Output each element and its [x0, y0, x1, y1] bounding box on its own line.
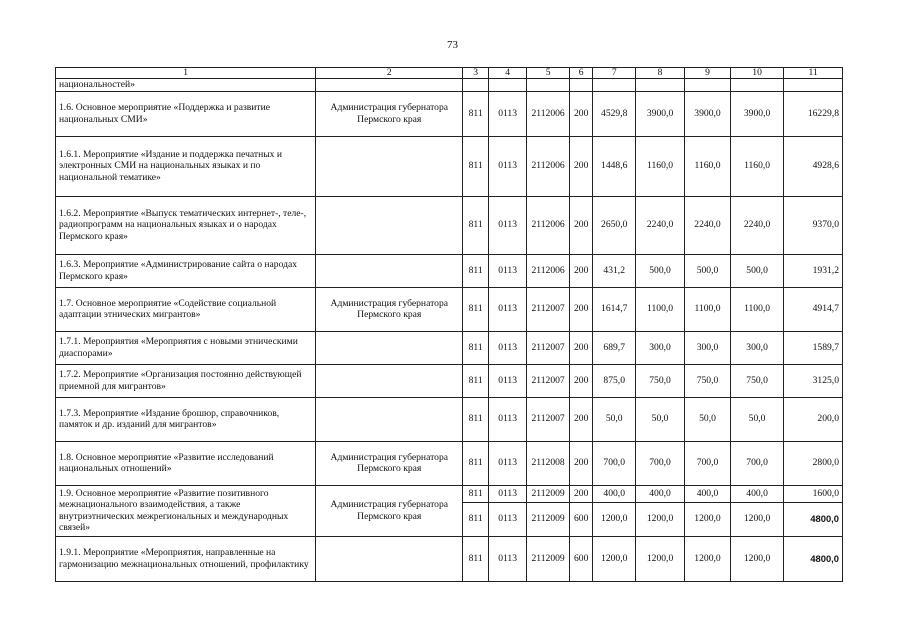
- year3-cell: 700,0: [685, 441, 731, 485]
- year2-cell: 1200,0: [636, 536, 685, 581]
- rz-pr-cell: 0113: [488, 485, 526, 502]
- rz-pr-cell: 0113: [488, 91, 526, 136]
- year1-cell: 400,0: [593, 485, 636, 502]
- vr-cell: 200: [569, 397, 592, 441]
- total-cell: 3125,0: [784, 364, 843, 397]
- activity-name-cell: 1.7.3. Мероприятие «Издание брошюр, справочников, памяток и др. изданий для мигрантов»: [56, 397, 316, 441]
- activity-name-cell: 1.8. Основное мероприятие «Развитие исследований национальных отношений»: [56, 441, 316, 485]
- year4-cell: 400,0: [730, 485, 783, 502]
- year4-cell: 1200,0: [730, 536, 783, 581]
- year1-cell: 50,0: [593, 397, 636, 441]
- executor-cell: Администрация губернатора Пермского края: [316, 287, 463, 331]
- total-cell: 4800,0: [784, 536, 843, 581]
- year3-cell: 1160,0: [685, 136, 731, 196]
- vr-cell: 200: [569, 91, 592, 136]
- csr-cell: 2112006: [527, 91, 570, 136]
- activity-name-cell: 1.6.3. Мероприятие «Администрирование сайта о народах Пермского края»: [56, 254, 316, 287]
- year4-cell: 300,0: [730, 331, 783, 364]
- vr-cell: 200: [569, 441, 592, 485]
- rz-pr-cell: 0113: [488, 364, 526, 397]
- year3-cell: 3900,0: [685, 91, 731, 136]
- executor-cell: [316, 364, 463, 397]
- year4-cell: 700,0: [730, 441, 783, 485]
- kvsr-cell: 811: [463, 441, 489, 485]
- total-cell: 1600,0: [784, 485, 843, 502]
- header-cell: 5: [527, 68, 570, 79]
- kvsr-cell: 811: [463, 502, 489, 536]
- kvsr-cell: 811: [463, 331, 489, 364]
- year3-cell: 2240,0: [685, 196, 731, 254]
- year4-cell: 50,0: [730, 397, 783, 441]
- year4-cell: 1100,0: [730, 287, 783, 331]
- year1-cell: 1200,0: [593, 536, 636, 581]
- table-row: [56, 485, 843, 502]
- year1-cell: 4529,8: [593, 91, 636, 136]
- csr-cell: 2112006: [527, 196, 570, 254]
- year1-cell: 1200,0: [593, 502, 636, 536]
- year4-cell: 2240,0: [730, 196, 783, 254]
- year2-cell: [636, 79, 685, 92]
- activity-name-cell: национальностей»: [56, 79, 316, 92]
- year2-cell: 300,0: [636, 331, 685, 364]
- kvsr-cell: 811: [463, 287, 489, 331]
- vr-cell: 600: [569, 536, 592, 581]
- year1-cell: 1614,7: [593, 287, 636, 331]
- total-cell: 16229,8: [784, 91, 843, 136]
- year2-cell: 50,0: [636, 397, 685, 441]
- year4-cell: 1200,0: [730, 502, 783, 536]
- total-cell: [784, 79, 843, 92]
- year2-cell: 700,0: [636, 441, 685, 485]
- table-row: [56, 331, 843, 364]
- header-cell: 2: [316, 68, 463, 79]
- csr-cell: 2112009: [527, 536, 570, 581]
- activity-name-cell: 1.7.2. Мероприятие «Организация постоянно действующей приемной для мигрантов»: [56, 364, 316, 397]
- executor-cell: [316, 136, 463, 196]
- header-row: [56, 68, 843, 79]
- activity-name-cell: 1.6. Основное мероприятие «Поддержка и развитие национальных СМИ»: [56, 91, 316, 136]
- header-cell: 6: [569, 68, 592, 79]
- rz-pr-cell: 0113: [488, 287, 526, 331]
- year2-cell: 1200,0: [636, 502, 685, 536]
- csr-cell: 2112007: [527, 331, 570, 364]
- kvsr-cell: 811: [463, 364, 489, 397]
- executor-cell: Администрация губернатора Пермского края: [316, 441, 463, 485]
- csr-cell: 2112009: [527, 502, 570, 536]
- executor-cell: [316, 331, 463, 364]
- header-cell: 8: [636, 68, 685, 79]
- header-cell: 10: [730, 68, 783, 79]
- executor-cell: [316, 397, 463, 441]
- table-row: [56, 536, 843, 581]
- kvsr-cell: 811: [463, 536, 489, 581]
- executor-cell: [316, 196, 463, 254]
- kvsr-cell: 811: [463, 136, 489, 196]
- kvsr-cell: 811: [463, 91, 489, 136]
- header-cell: 4: [488, 68, 526, 79]
- table-row: [56, 136, 843, 196]
- year1-cell: 431,2: [593, 254, 636, 287]
- kvsr-cell: 811: [463, 254, 489, 287]
- year2-cell: 750,0: [636, 364, 685, 397]
- total-cell: 4800,0: [784, 502, 843, 536]
- total-cell: 200,0: [784, 397, 843, 441]
- year4-cell: 3900,0: [730, 91, 783, 136]
- year3-cell: 750,0: [685, 364, 731, 397]
- vr-cell: 200: [569, 136, 592, 196]
- vr-cell: [569, 79, 592, 92]
- year3-cell: 500,0: [685, 254, 731, 287]
- year2-cell: 400,0: [636, 485, 685, 502]
- vr-cell: 200: [569, 331, 592, 364]
- activity-name-cell: 1.9.1. Мероприятие «Мероприятия, направленные на гармонизацию межнациональных отношений, профилактику: [56, 536, 316, 581]
- year1-cell: 700,0: [593, 441, 636, 485]
- year2-cell: 1100,0: [636, 287, 685, 331]
- rz-pr-cell: 0113: [488, 441, 526, 485]
- csr-cell: 2112007: [527, 364, 570, 397]
- rz-pr-cell: [488, 79, 526, 92]
- header-cell: 1: [56, 68, 316, 79]
- csr-cell: 2112009: [527, 485, 570, 502]
- kvsr-cell: 811: [463, 196, 489, 254]
- rz-pr-cell: 0113: [488, 331, 526, 364]
- csr-cell: [527, 79, 570, 92]
- executor-cell: Администрация губернатора Пермского края: [316, 91, 463, 136]
- rz-pr-cell: 0113: [488, 536, 526, 581]
- year3-cell: 1200,0: [685, 502, 731, 536]
- year1-cell: 875,0: [593, 364, 636, 397]
- table-row: [56, 196, 843, 254]
- year4-cell: 1160,0: [730, 136, 783, 196]
- header-cell: 7: [593, 68, 636, 79]
- vr-cell: 200: [569, 254, 592, 287]
- activity-name-cell: 1.7.1. Мероприятия «Мероприятия с новыми этническими диаспорами»: [56, 331, 316, 364]
- year1-cell: 2650,0: [593, 196, 636, 254]
- executor-cell: [316, 254, 463, 287]
- kvsr-cell: 811: [463, 485, 489, 502]
- csr-cell: 2112006: [527, 254, 570, 287]
- vr-cell: 200: [569, 485, 592, 502]
- vr-cell: 200: [569, 287, 592, 331]
- year1-cell: 689,7: [593, 331, 636, 364]
- rz-pr-cell: 0113: [488, 254, 526, 287]
- year2-cell: 2240,0: [636, 196, 685, 254]
- year3-cell: 1100,0: [685, 287, 731, 331]
- rz-pr-cell: 0113: [488, 196, 526, 254]
- header-cell: 3: [463, 68, 489, 79]
- executor-cell: [316, 536, 463, 581]
- year2-cell: 500,0: [636, 254, 685, 287]
- table-row: [56, 441, 843, 485]
- table-row: [56, 254, 843, 287]
- kvsr-cell: [463, 79, 489, 92]
- table-row: [56, 79, 843, 92]
- rz-pr-cell: 0113: [488, 397, 526, 441]
- header-cell: 11: [784, 68, 843, 79]
- year1-cell: [593, 79, 636, 92]
- activity-name-cell: 1.6.2. Мероприятие «Выпуск тематических интернет-, теле-, радиопрограмм на национальных языках и о народах Пермского края»: [56, 196, 316, 254]
- rz-pr-cell: 0113: [488, 136, 526, 196]
- table-row: [56, 397, 843, 441]
- page-number: 73: [447, 39, 458, 51]
- vr-cell: 600: [569, 502, 592, 536]
- budget-table: [55, 67, 843, 582]
- year3-cell: 300,0: [685, 331, 731, 364]
- executor-cell: [316, 79, 463, 92]
- year1-cell: 1448,6: [593, 136, 636, 196]
- total-cell: 1589,7: [784, 331, 843, 364]
- csr-cell: 2112006: [527, 136, 570, 196]
- table-row: [56, 287, 843, 331]
- activity-name-cell: 1.7. Основное мероприятие «Содействие социальной адаптации этнических мигрантов»: [56, 287, 316, 331]
- year3-cell: 50,0: [685, 397, 731, 441]
- year4-cell: 750,0: [730, 364, 783, 397]
- total-cell: 1931,2: [784, 254, 843, 287]
- total-cell: 9370,0: [784, 196, 843, 254]
- total-cell: 2800,0: [784, 441, 843, 485]
- executor-cell: Администрация губернатора Пермского края: [316, 485, 463, 536]
- table-row: [56, 364, 843, 397]
- header-cell: 9: [685, 68, 731, 79]
- year2-cell: 1160,0: [636, 136, 685, 196]
- csr-cell: 2112007: [527, 397, 570, 441]
- year2-cell: 3900,0: [636, 91, 685, 136]
- total-cell: 4914,7: [784, 287, 843, 331]
- year3-cell: 400,0: [685, 485, 731, 502]
- year4-cell: [730, 79, 783, 92]
- activity-name-cell: 1.6.1. Мероприятие «Издание и поддержка печатных и электронных СМИ на национальных языках и по национальной тематике»: [56, 136, 316, 196]
- year4-cell: 500,0: [730, 254, 783, 287]
- kvsr-cell: 811: [463, 397, 489, 441]
- year3-cell: [685, 79, 731, 92]
- year3-cell: 1200,0: [685, 536, 731, 581]
- vr-cell: 200: [569, 196, 592, 254]
- table-row: [56, 91, 843, 136]
- activity-name-cell: 1.9. Основное мероприятие «Развитие позитивного межнационального взаимодействия, а также внутриэтнических межрегиональных и международных связей»: [56, 485, 316, 536]
- csr-cell: 2112008: [527, 441, 570, 485]
- total-cell: 4928,6: [784, 136, 843, 196]
- vr-cell: 200: [569, 364, 592, 397]
- csr-cell: 2112007: [527, 287, 570, 331]
- rz-pr-cell: 0113: [488, 502, 526, 536]
